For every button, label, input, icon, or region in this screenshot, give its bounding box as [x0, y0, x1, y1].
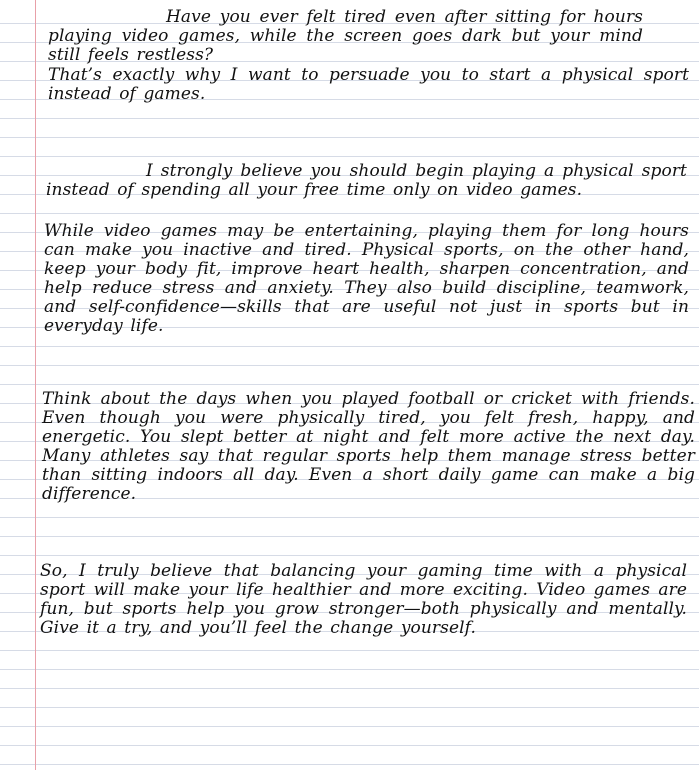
paragraph-thesis: I strongly believe you should begin playing a physical sport instead of spending all your free time only on video games. [46, 161, 687, 200]
paragraph-example: Think about the days when you played football or cricket with friends. Even though you were physically tired, you felt fresh, happy, and energetic. You slept better at night and felt more active the next day. Many athletes say that regular sports help them manage stress better than sitting indoors all day. Even a short daily game can make a big difference. [42, 389, 695, 504]
paragraph-purpose: That’s exactly why I want to persuade you to start a physical sport instead of games. [48, 65, 689, 104]
paragraph-conclusion: So, I truly believe that balancing your gaming time with a physical sport will make your life healthier and more exciting. Video games are fun, but sports help you grow stronger—both physically and mentally. Give it a try, and you’ll feel the change yourself. [40, 561, 687, 638]
margin-line [35, 0, 36, 770]
paragraph-benefits: While video games may be entertaining, playing them for long hours can make you inactive and tired. Physical sports, on the other hand, keep your body fit, improve heart health, sharpen concentration, and help reduce stress and anxiety. They also build discipline, teamwork, and self-confidence—skills that are useful not just in sports but in everyday life. [44, 221, 689, 336]
paragraph-hook-question: Have you ever felt tired even after sitting for hours playing video games, while the screen goes dark but your mind still feels restless? [48, 7, 643, 65]
